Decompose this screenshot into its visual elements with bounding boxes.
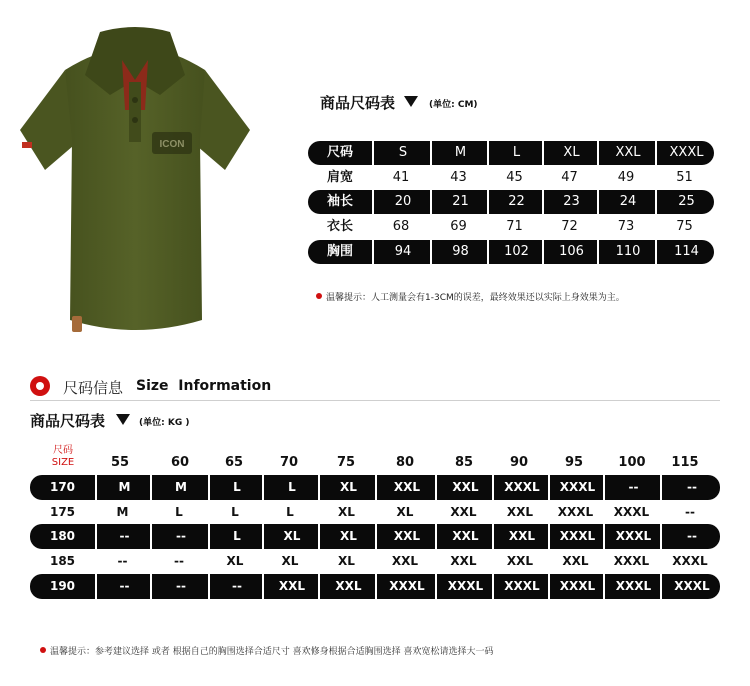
size-cell: XXL xyxy=(450,554,477,568)
size-cell: XXL xyxy=(318,574,377,599)
size-cell: XL xyxy=(262,524,320,549)
weight-value: 80 xyxy=(395,455,415,470)
size-cell: L xyxy=(262,475,320,500)
height-label: 170 xyxy=(49,480,76,494)
top-table-cell: 114 xyxy=(655,240,716,264)
top-table-unit: (单位: CM) xyxy=(429,100,478,110)
top-table-cell: 47 xyxy=(561,170,578,185)
size-cell: XXL xyxy=(391,554,419,568)
bullet-icon xyxy=(316,293,322,299)
top-table-row-label: 肩宽 xyxy=(326,170,353,185)
size-cell: XL xyxy=(396,505,414,519)
size-cell: XXXL xyxy=(660,574,722,599)
top-table-cell: 72 xyxy=(561,219,578,234)
top-table-cell: M xyxy=(430,141,489,165)
size-cell: XXXL xyxy=(603,524,662,549)
size-cell: XXXL xyxy=(492,574,550,599)
size-cell: XXL xyxy=(450,505,477,519)
weight-value: 100 xyxy=(618,455,646,470)
top-table-cell: 69 xyxy=(450,219,467,234)
weight-value: 70 xyxy=(279,455,299,470)
top-table-cell: 25 xyxy=(655,190,716,214)
size-cell: -- xyxy=(208,574,264,599)
top-table-cell: 45 xyxy=(506,170,523,185)
size-cell: XL xyxy=(338,505,355,519)
top-table-cell: 21 xyxy=(430,190,489,214)
bottom-table-note xyxy=(40,644,493,657)
size-cell: XXXL xyxy=(548,475,605,500)
size-cell: XXXL xyxy=(672,554,708,568)
height-label: 180 xyxy=(49,529,76,543)
top-table-cell: 75 xyxy=(676,219,693,234)
top-table-title: 商品尺码表 xyxy=(320,94,396,112)
weight-value: 90 xyxy=(509,455,529,470)
size-cell: XXL xyxy=(492,524,550,549)
size-cell: XXXL xyxy=(548,574,605,599)
size-label-cn: 尺码 xyxy=(53,445,73,456)
size-cell: XXL xyxy=(262,574,320,599)
size-cell: L xyxy=(208,475,264,500)
top-table-row-label: 衣长 xyxy=(326,219,353,234)
size-cell: XXXL xyxy=(375,574,437,599)
size-cell: -- xyxy=(150,574,210,599)
size-cell: -- xyxy=(660,475,722,500)
size-cell: L xyxy=(286,505,294,519)
size-cell: XL xyxy=(318,524,377,549)
size-cell: XXXL xyxy=(557,505,594,519)
top-table-cell: 68 xyxy=(392,219,410,234)
size-cell: XXL xyxy=(435,524,494,549)
size-cell: XXL xyxy=(506,554,534,568)
weight-value: 55 xyxy=(110,455,130,470)
size-cell: XXXL xyxy=(603,574,662,599)
size-cell: L xyxy=(175,505,183,519)
top-table-note-text: 温馨提示：人工测量会有1-3CM的误差，最终效果还以实际上身效果为主。 xyxy=(326,293,625,303)
top-table-cell: 51 xyxy=(676,170,693,185)
section-title-cn: 尺码信息 xyxy=(63,379,124,397)
bottom-table-row xyxy=(30,524,720,549)
top-table-row xyxy=(308,215,714,239)
top-table-row xyxy=(308,240,714,264)
weight-value: 65 xyxy=(224,455,244,470)
top-table-row-label: 尺码 xyxy=(326,145,353,160)
size-cell: XXXL xyxy=(613,505,650,519)
shirt-logo-text: ICON xyxy=(159,139,185,150)
top-table-cell: L xyxy=(487,141,544,165)
top-table-cell: 94 xyxy=(372,240,432,264)
top-table-cell: 98 xyxy=(430,240,489,264)
top-table-cell: 71 xyxy=(506,219,523,234)
size-cell: L xyxy=(231,505,239,519)
size-cell: -- xyxy=(603,475,662,500)
bullet-icon xyxy=(40,647,46,653)
weight-value: 95 xyxy=(564,455,584,470)
size-cell: XL xyxy=(226,554,244,568)
weight-value: 60 xyxy=(170,455,190,470)
triangle-down-icon xyxy=(404,96,418,107)
size-cell: -- xyxy=(685,505,695,519)
size-cell: -- xyxy=(660,524,722,549)
top-table-cell: 41 xyxy=(392,170,410,185)
top-table-row-label: 胸围 xyxy=(326,244,353,259)
size-cell: M xyxy=(150,475,210,500)
section-title-en: Size Information xyxy=(136,378,272,394)
top-table-cell: 23 xyxy=(542,190,599,214)
height-label: 185 xyxy=(49,554,76,568)
weight-value: 115 xyxy=(671,455,699,470)
size-cell: M xyxy=(116,505,129,519)
size-cell: XXXL xyxy=(492,475,550,500)
top-table-cell: 73 xyxy=(617,219,635,234)
top-table-cell: XL xyxy=(542,141,599,165)
target-circle-icon xyxy=(30,376,50,396)
top-table-cell: 20 xyxy=(372,190,432,214)
size-cell: XL xyxy=(281,554,299,568)
top-table-cell: 24 xyxy=(597,190,657,214)
size-cell: -- xyxy=(95,574,152,599)
size-cell: XXXL xyxy=(548,524,605,549)
size-label-en: SIZE xyxy=(51,457,75,468)
height-label: 175 xyxy=(49,505,76,519)
bottom-table-note-text: 温馨提示：参考建议选择 或者 根据自己的胸围选择合适尺寸 喜欢修身根据合适胸围选择 喜欢宽松请选择大一码 xyxy=(50,647,494,657)
size-cell: XL xyxy=(318,475,377,500)
bottom-table-row xyxy=(30,574,720,599)
bottom-table-unit: (单位: KG ) xyxy=(139,418,190,428)
size-cell: XXL xyxy=(375,524,437,549)
polo-shirt-image xyxy=(10,20,260,350)
top-table-cell: XXL xyxy=(597,141,657,165)
top-table-cell: 22 xyxy=(487,190,544,214)
bottom-table-title: 商品尺码表 xyxy=(30,412,106,430)
triangle-down-icon xyxy=(116,414,130,425)
top-table-cell: 43 xyxy=(450,170,467,185)
top-table-cell: XXXL xyxy=(655,141,716,165)
size-cell: XXL xyxy=(435,475,494,500)
size-cell: -- xyxy=(150,524,210,549)
bottom-table-row xyxy=(30,500,720,525)
top-table-row xyxy=(308,166,714,190)
size-cell: -- xyxy=(174,554,184,568)
weight-value: 75 xyxy=(336,455,356,470)
top-table-row-label: 袖长 xyxy=(326,194,353,209)
size-cell: XXL xyxy=(375,475,437,500)
size-cell: L xyxy=(208,524,264,549)
size-cell: XXL xyxy=(506,505,534,519)
size-cell: XXXL xyxy=(435,574,494,599)
top-table-header-row xyxy=(308,141,714,165)
height-label: 190 xyxy=(49,579,76,593)
top-table-row xyxy=(308,190,714,214)
bottom-table-row xyxy=(30,475,720,500)
size-cell: XXL xyxy=(562,554,589,568)
bottom-table-row xyxy=(30,549,720,574)
size-corner-label xyxy=(50,445,76,469)
section-divider xyxy=(30,400,720,401)
top-table-note xyxy=(316,290,625,303)
weight-value: 85 xyxy=(454,455,474,470)
size-cell: M xyxy=(95,475,152,500)
size-cell: -- xyxy=(95,524,152,549)
size-cell: XXXL xyxy=(613,554,650,568)
top-table-cell: 49 xyxy=(617,170,635,185)
top-table-cell: S xyxy=(372,141,432,165)
top-table-cell: 106 xyxy=(542,240,599,264)
top-table-cell: 102 xyxy=(487,240,544,264)
size-cell: -- xyxy=(117,554,128,568)
size-cell: XL xyxy=(338,554,355,568)
top-table-cell: 110 xyxy=(597,240,657,264)
